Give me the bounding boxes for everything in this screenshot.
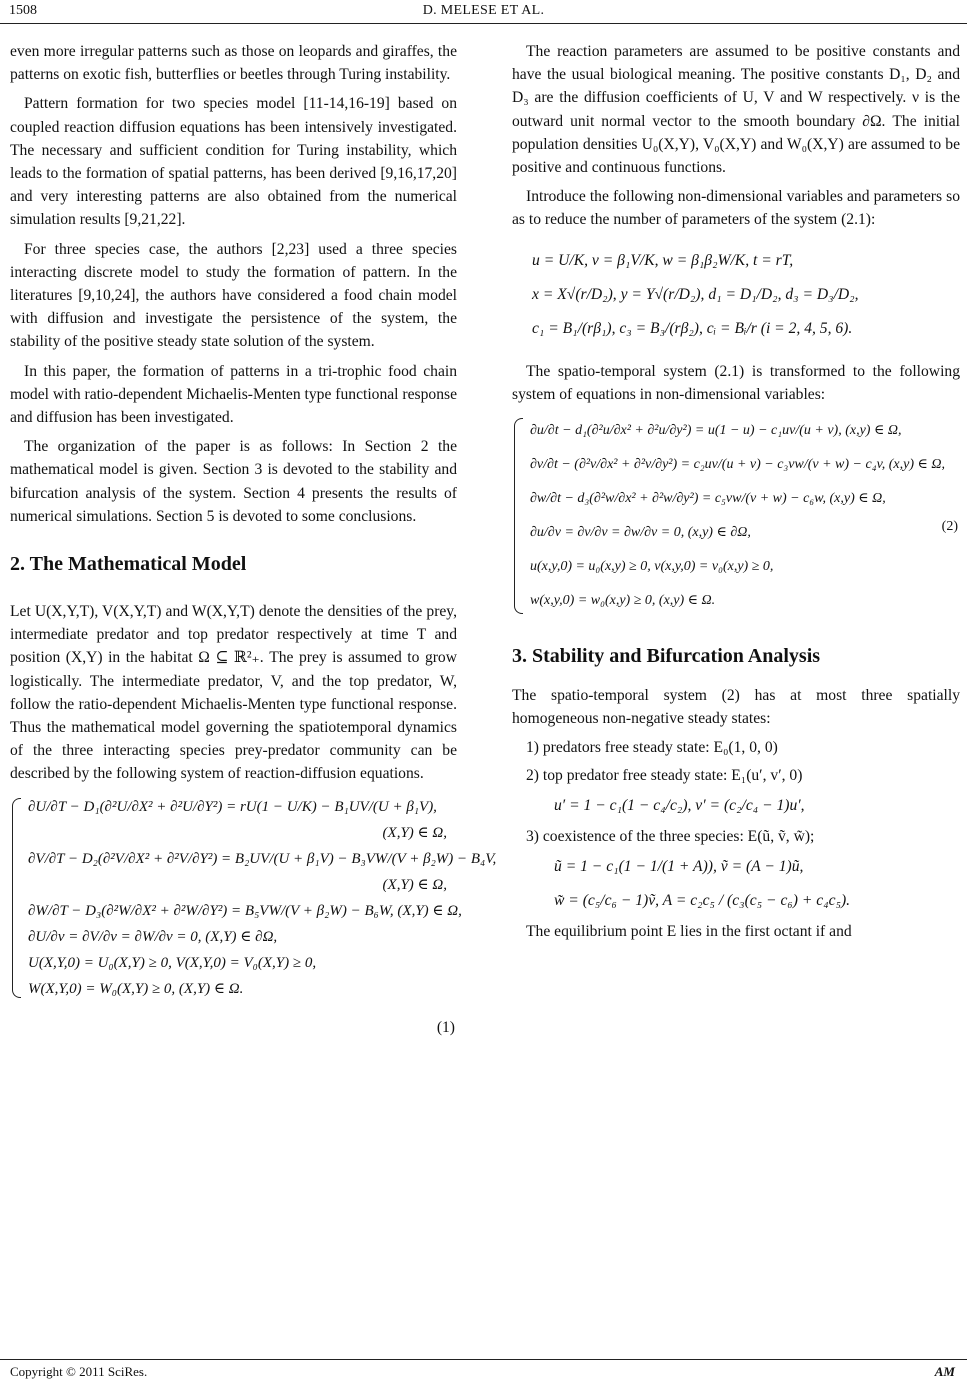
- equation-number: (1): [436, 1018, 455, 1036]
- section-heading: 3. Stability and Bifurcation Analysis: [512, 645, 821, 668]
- equation-line: ∂U/∂ν = ∂V/∂ν = ∂W/∂ν = 0, (X,Y) ∈ ∂Ω,: [28, 928, 278, 945]
- equation-line: (X,Y) ∈ Ω,: [382, 876, 447, 893]
- paragraph: Pattern formation for two species model [11-14,16-19] based on coupled reaction diffusion equations has been intensively investigated. The necessary and sufficient condition for Turing instability, which leads to the formation of spatial patterns, has been derived [9,16,17,20] and very interesting patterns are also obtained from the numerical simulation results [9,21,22].: [10, 95, 457, 229]
- nondimensional-definitions: [512, 244, 960, 346]
- paragraph: The equilibrium point E lies in the first octant if and: [526, 923, 852, 941]
- equation-line: W(X,Y,0) = W₀(X,Y) ≥ 0, (X,Y) ∈ Ω.: [28, 980, 244, 997]
- equation-line: w(x,y,0) = w₀(x,y) ≥ 0, (x,y) ∈ Ω.: [530, 593, 716, 609]
- footer-rule: [0, 1359, 967, 1360]
- page-number: 1508: [9, 3, 37, 18]
- equation-line: ∂W/∂T − D₃(∂²W/∂X² + ∂²W/∂Y²) = B₅VW/(V + β₂W) − B₆W, (X,Y) ∈ Ω,: [28, 902, 462, 919]
- brace: [514, 418, 523, 614]
- journal-abbreviation: AM: [934, 1364, 955, 1379]
- paragraph: Introduce the following non-dimensional variables and parameters so as to reduce the number of parameters of the system (2.1):: [512, 188, 960, 229]
- equation-system-1: [10, 794, 497, 1002]
- equation-line: ∂V/∂T − D₂(∂²V/∂X² + ∂²V/∂Y²) = B₂UV/(U + β₁V) − B₃VW/(V + β₂W) − B₄V,: [28, 850, 497, 867]
- paragraph: Let U(X,Y,T), V(X,Y,T) and W(X,Y,T) denote the densities of the prey, intermediate predator and top predator respectively at time T and position (X,Y) in the habitat Ω ⊆ ℝ²₊. The prey is assumed to grow logistically. The intermediate predator, V, and the top predator, W, follow the ratio-dependent Michaelis-Menten type functional response. Thus the mathematical model governing the spatiotemporal dynamics of the three interacting species prey-predator community can be described by the following system of reaction-diffusion equations.: [10, 603, 457, 783]
- paragraph: The spatio-temporal system (2) has at most three spatially homogeneous non-negative steady states:: [512, 687, 960, 728]
- page-header: [0, 0, 967, 24]
- list-item-equation: ũ = 1 − c₁(1 − 1/(1 + A)), ṽ = (A − 1)ũ,: [554, 858, 804, 876]
- list-item: 3) coexistence of the three species: E(ũ, ṽ, w̃);: [526, 827, 815, 845]
- paragraph: In this paper, the formation of patterns in a tri-trophic food chain model with ratio-dependent Michaelis-Menten type functional response and diffusion has been investigated.: [10, 362, 457, 427]
- definition-line: x = X√(r/D₂), y = Y√(r/D₂), d₁ = D₁/D₂, d₃ = D₃/D₂,: [532, 285, 859, 303]
- equation-system-2: [512, 414, 960, 618]
- equation-line: ∂w/∂t − d₃(∂²w/∂x² + ∂²w/∂y²) = c₅vw/(v + w) − c₆w, (x,y) ∈ Ω,: [530, 491, 886, 507]
- list-item-equation: w̃ = (c₅/c₆ − 1)ṽ, A = c₂c₅ / (c₃(c₅ − c₆) + c₄c₅).: [554, 892, 851, 910]
- brace: [12, 798, 21, 998]
- copyright-notice: Copyright © 2011 SciRes.: [10, 1364, 148, 1379]
- paragraph: The reaction parameters are assumed to be positive constants and have the usual biological meaning. The positive constants D₁, D₂ and D₃ are the diffusion coefficients of U, V and W respectively. ν is the outward unit normal vector to the smooth boundary ∂Ω. The initial population densities U₀(X,Y), V₀(X,Y) and W₀(X,Y) are assumed to be positive and continuous functions.: [512, 43, 960, 177]
- list-item: 2) top predator free steady state: E₁(u′, v′, 0): [526, 766, 803, 784]
- page-footer: [0, 1359, 967, 1379]
- equation-line: ∂U/∂T − D₁(∂²U/∂X² + ∂²U/∂Y²) = rU(1 − U/K) − B₁UV/(U + β₁V),: [28, 798, 437, 815]
- running-title: D. MELESE ET AL.: [422, 3, 545, 18]
- equation-line: u(x,y,0) = u₀(x,y) ≥ 0, v(x,y,0) = v₀(x,y) ≥ 0,: [530, 559, 774, 575]
- left-column: [10, 40, 497, 1039]
- equation-line: ∂u/∂ν = ∂v/∂ν = ∂w/∂ν = 0, (x,y) ∈ ∂Ω,: [530, 525, 751, 541]
- equation-line: (X,Y) ∈ Ω,: [382, 824, 447, 841]
- paragraph: The spatio-temporal system (2.1) is transformed to the following system of equations in non-dimensional variables:: [512, 362, 960, 403]
- paragraph: For three species case, the authors [2,23] used a three species interacting discrete model to study the formation of pattern. In the literatures [9,10,24], the authors have considered a food chain model with diffusion and investigate the persistence of the system, the stability of the positive steady state solution of the system.: [10, 240, 457, 351]
- list-item: 1) predators free steady state: E₀(1, 0, 0): [526, 739, 778, 757]
- list-item-equation: u′ = 1 − c₁(1 − c₄/c₂), v′ = (c₂/c₄ − 1)u′,: [554, 796, 805, 814]
- section-heading: 2. The Mathematical Model: [10, 553, 247, 576]
- equation-number: (2): [941, 519, 958, 535]
- paragraph: even more irregular patterns such as those on leopards and giraffes, the patterns on exotic fish, butterflies or beetles through Turing instability.: [10, 43, 457, 84]
- definition-line: u = U/K, v = β₁V/K, w = β₁β₂W/K, t = rT,: [532, 251, 794, 269]
- equation-line: ∂v/∂t − (∂²v/∂x² + ∂²v/∂y²) = c₂uv/(u + v) − c₃vw/(v + w) − c₄v, (x,y) ∈ Ω,: [530, 457, 945, 473]
- definition-line: c₁ = B₁/(rβ₁), c₃ = B₃/(rβ₂), cᵢ = Bᵢ/r (i = 2, 4, 5, 6).: [532, 319, 853, 337]
- equation-line: U(X,Y,0) = U₀(X,Y) ≥ 0, V(X,Y,0) = V₀(X,Y) ≥ 0,: [28, 954, 317, 971]
- equation-line: ∂u/∂t − d₁(∂²u/∂x² + ∂²u/∂y²) = u(1 − u) − c₁uv/(u + v), (x,y) ∈ Ω,: [530, 423, 902, 439]
- steady-state-list: [512, 736, 960, 916]
- header-rule: [0, 23, 967, 24]
- paragraph: The organization of the paper is as follows: In Section 2 the mathematical model is given. Section 3 is devoted to the stability and bifurcation analysis of the system. Section 4 presents the results of numerical simulations. Section 5 is devoted to some conclusions.: [10, 438, 457, 525]
- right-column: [512, 40, 960, 949]
